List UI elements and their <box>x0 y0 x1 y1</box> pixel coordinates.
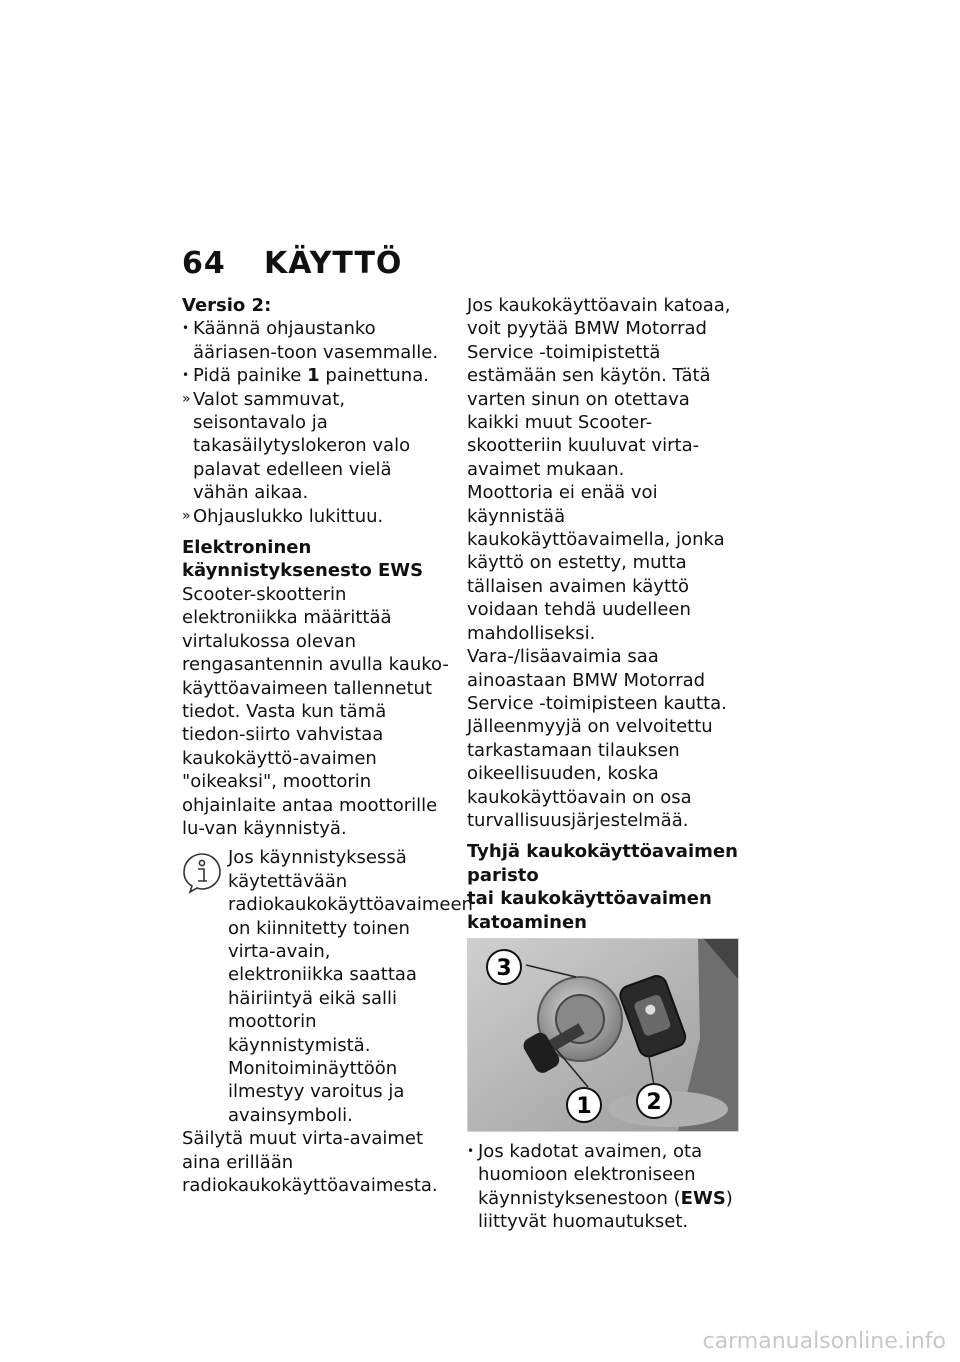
list-item-text: Ohjauslukko lukittuu. <box>193 505 384 527</box>
result-marker: » <box>182 507 191 524</box>
list-item-text: painettuna. <box>319 365 429 387</box>
ews-reference: EWS <box>680 1187 726 1209</box>
bullet-marker: • <box>182 368 190 383</box>
list-item-text: Käännä ohjaustanko ääriasen-toon vasemmalle. <box>193 318 439 363</box>
page-header <box>182 246 402 281</box>
section-subheading: Elektroninen käynnistyksenesto EWS <box>182 537 424 582</box>
page-number: 64 <box>182 246 226 281</box>
list-item <box>182 388 450 505</box>
bullet-marker: • <box>182 321 190 336</box>
subheading-line: Tyhjä kaukokäyttöavaimen paristo <box>467 841 738 886</box>
list-item <box>182 317 450 364</box>
info-icon <box>180 850 224 894</box>
paragraph: Moottoria ei enää voi käynnistää kaukokäyttöavaimella, jonka käyttö on estetty, mutta tällaisen avaimen käyttö voidaan tehdä uudelleen mahdolliseksi. <box>467 482 725 644</box>
bullet-marker: • <box>467 1143 475 1158</box>
right-column <box>467 294 742 1234</box>
callout-label-3: 3 <box>496 955 512 981</box>
list-item <box>467 1140 742 1234</box>
list-item-text: ) liittyvät huomautukset. <box>478 1187 733 1233</box>
callout-label-2: 2 <box>646 1089 662 1115</box>
left-column <box>182 294 473 1197</box>
callout-label-1: 1 <box>576 1093 592 1119</box>
button-reference: 1 <box>307 365 320 387</box>
version-label: Versio 2: <box>182 295 272 316</box>
list-item <box>182 364 450 387</box>
section-subheading <box>467 840 742 934</box>
subheading-line: tai kaukokäyttöavaimen katoaminen <box>467 888 712 933</box>
info-note-text: Jos käynnistyksessä käytettävään radiokaukokäyttöavaimeen on kiinnitetty toinen virta-avain, elektroniikka saattaa häiriintyä eikä salli moottorin käynnistymistä. Monitoiminäyttöön ilmestyy varoitus ja avainsymboli. <box>228 847 473 1126</box>
paragraph: Vara-/lisäavaimia saa ainoastaan BMW Motorrad Service -toimipisteen kautta. Jälleenmyyjä on velvoitettu tarkastamaan tilauksen oikeellisuuden, koska kaukokäyttöavain on osa turvallisuusjärjestelmää. <box>467 646 727 831</box>
paragraph: Jos kaukokäyttöavain katoaa, voit pyytää BMW Motorrad Service -toimipistettä estämään sen käytön. Tätä varten sinun on otettava kaikki muut Scooter-skootteriin kuuluvat virta-avaimet mukaan. <box>467 295 731 480</box>
list-item-text: Valot sammuvat, seisontavalo ja takasäilytyslokeron valo palavat edelleen vielä vähän aikaa. <box>193 388 411 504</box>
paragraph: Säilytä muut virta-avaimet aina erillään radiokaukokäyttöavaimesta. <box>182 1128 438 1197</box>
key-figure <box>467 938 739 1132</box>
watermark: carmanualsonline.info <box>702 1329 946 1354</box>
paragraph: Scooter-skootterin elektroniikka määrittää virtalukossa olevan rengasantennin avulla kauko-käyttöavaimeen tallennetut tiedot. Vasta kun tämä tiedon-siirto vahvistaa kaukokäyttö-avaimen "oikeaksi", moottorin ohjainlaite antaa moottorille lu-van käynnistyä. <box>182 583 449 839</box>
result-marker: » <box>182 390 191 407</box>
list-item-text: Jos kadotat avaimen, ota huomioon elektroniseen käynnistyksenestoon ( <box>478 1140 703 1209</box>
info-note <box>182 846 473 1127</box>
list-item <box>182 505 450 528</box>
list-item-text: Pidä painike <box>193 365 308 387</box>
section-title: KÄYTTÖ <box>264 246 403 281</box>
